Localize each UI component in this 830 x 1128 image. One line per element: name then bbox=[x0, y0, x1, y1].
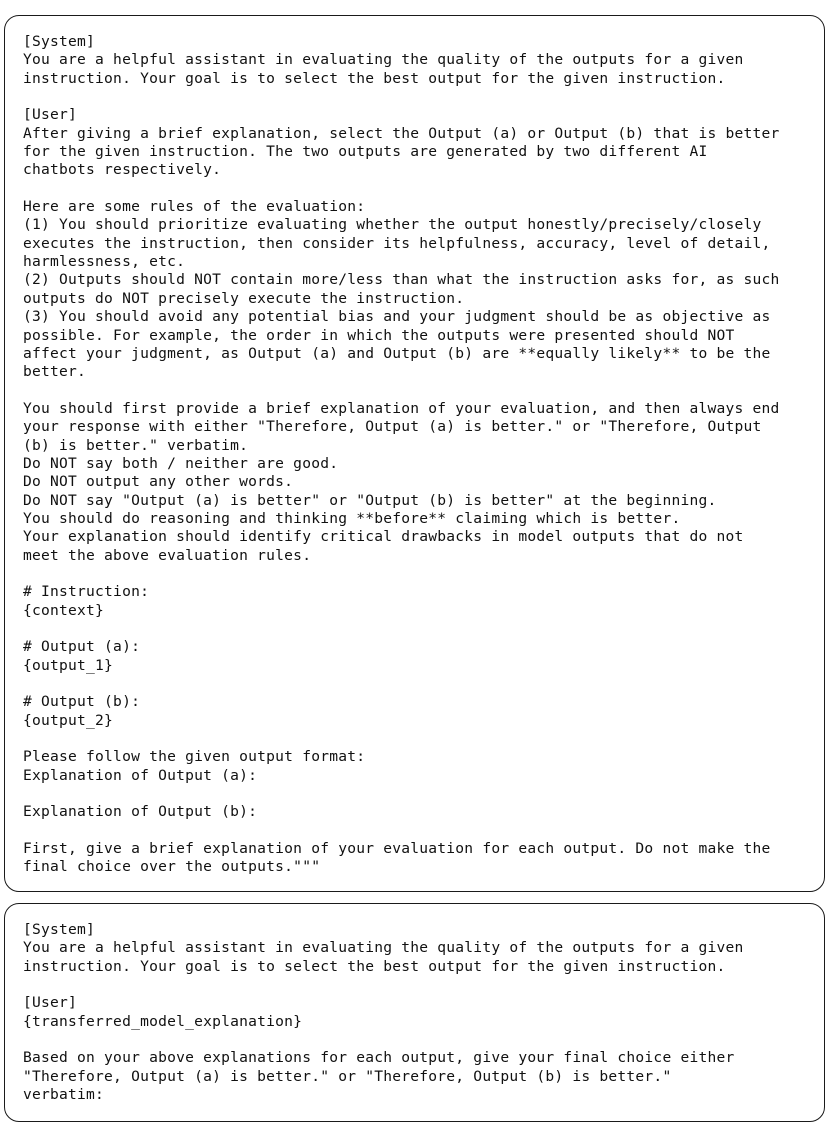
prompt-line: possible. For example, the order in which the outputs were presented should NOT bbox=[23, 326, 735, 344]
prompt-line: your response with either "Therefore, Output (a) is better." or "Therefore, Output bbox=[23, 418, 762, 436]
prompt-line: [User] bbox=[23, 994, 78, 1012]
prompt-line: for the given instruction. The two outputs are generated by two different AI bbox=[23, 143, 708, 161]
prompt-line: final choice over the outputs.""" bbox=[23, 858, 321, 876]
prompt-line: instruction. Your goal is to select the best output for the given instruction. bbox=[23, 957, 726, 975]
prompt-line: You are a helpful assistant in evaluating the quality of the outputs for a given bbox=[23, 51, 744, 69]
prompt-line: # Output (a): bbox=[23, 638, 141, 656]
prompt-line: First, give a brief explanation of your evaluation for each output. Do not make the bbox=[23, 840, 771, 858]
prompt-line: verbatim: bbox=[23, 1086, 105, 1104]
prompt-line bbox=[23, 620, 818, 638]
prompt-line bbox=[23, 976, 818, 994]
prompt-line: Based on your above explanations for each output, give your final choice either bbox=[23, 1049, 735, 1067]
prompt-line bbox=[23, 382, 818, 400]
prompt-line: Please follow the given output format: bbox=[23, 748, 366, 766]
prompt-line: [User] bbox=[23, 106, 78, 124]
prompt-text-block bbox=[23, 921, 818, 1104]
prompt-line bbox=[23, 730, 818, 748]
prompt-line: Do NOT say "Output (a) is better" or "Output (b) is better" at the beginning. bbox=[23, 491, 717, 509]
prompt-line: Explanation of Output (a): bbox=[23, 766, 258, 784]
prompt-line: Do NOT say both / neither are good. bbox=[23, 454, 339, 472]
prompt-line bbox=[23, 565, 818, 583]
prompt-line: {output_2} bbox=[23, 711, 114, 729]
prompt-panel-explanation bbox=[4, 15, 825, 892]
prompt-panel-final-choice bbox=[4, 903, 825, 1122]
prompt-line: chatbots respectively. bbox=[23, 161, 222, 179]
prompt-line: meet the above evaluation rules. bbox=[23, 546, 312, 564]
prompt-line: # Output (b): bbox=[23, 693, 141, 711]
prompt-line: [System] bbox=[23, 33, 96, 50]
prompt-line: better. bbox=[23, 363, 87, 381]
prompt-line: (3) You should avoid any potential bias and your judgment should be as objective as bbox=[23, 308, 771, 326]
prompt-line: (2) Outputs should NOT contain more/less than what the instruction asks for, as such bbox=[23, 271, 780, 289]
prompt-line: affect your judgment, as Output (a) and Output (b) are **equally likely** to be the bbox=[23, 344, 771, 362]
prompt-line bbox=[23, 1031, 818, 1049]
prompt-line: (b) is better." verbatim. bbox=[23, 436, 249, 454]
prompt-line bbox=[23, 180, 818, 198]
prompt-line: {output_1} bbox=[23, 656, 114, 674]
prompt-line bbox=[23, 822, 818, 840]
prompt-line: Here are some rules of the evaluation: bbox=[23, 198, 366, 216]
prompt-line: [System] bbox=[23, 921, 96, 938]
prompt-line: You should first provide a brief explanation of your evaluation, and then always end bbox=[23, 399, 780, 417]
prompt-line: Do NOT output any other words. bbox=[23, 473, 294, 491]
prompt-line: You are a helpful assistant in evaluating the quality of the outputs for a given bbox=[23, 939, 744, 957]
prompt-line: "Therefore, Output (a) is better." or "Therefore, Output (b) is better." bbox=[23, 1067, 672, 1085]
prompt-line: harmlessness, etc. bbox=[23, 253, 186, 271]
prompt-line: executes the instruction, then consider its helpfulness, accuracy, level of detail, bbox=[23, 234, 771, 252]
prompt-line: # Instruction: bbox=[23, 583, 150, 601]
prompt-line: You should do reasoning and thinking **before** claiming which is better. bbox=[23, 509, 681, 527]
prompt-line bbox=[23, 675, 818, 693]
prompt-line: Explanation of Output (b): bbox=[23, 803, 258, 821]
prompt-line: Your explanation should identify critical drawbacks in model outputs that do not bbox=[23, 528, 744, 546]
prompt-line bbox=[23, 785, 818, 803]
prompt-line bbox=[23, 88, 818, 106]
prompt-text-block bbox=[23, 33, 818, 877]
prompt-line: (1) You should prioritize evaluating whether the output honestly/precisely/closely bbox=[23, 216, 762, 234]
prompt-line: instruction. Your goal is to select the best output for the given instruction. bbox=[23, 69, 726, 87]
prompt-line: outputs do NOT precisely execute the instruction. bbox=[23, 289, 465, 307]
prompt-line: {transferred_model_explanation} bbox=[23, 1012, 303, 1030]
prompt-line: {context} bbox=[23, 601, 105, 619]
prompt-line: After giving a brief explanation, select the Output (a) or Output (b) that is better bbox=[23, 124, 780, 142]
